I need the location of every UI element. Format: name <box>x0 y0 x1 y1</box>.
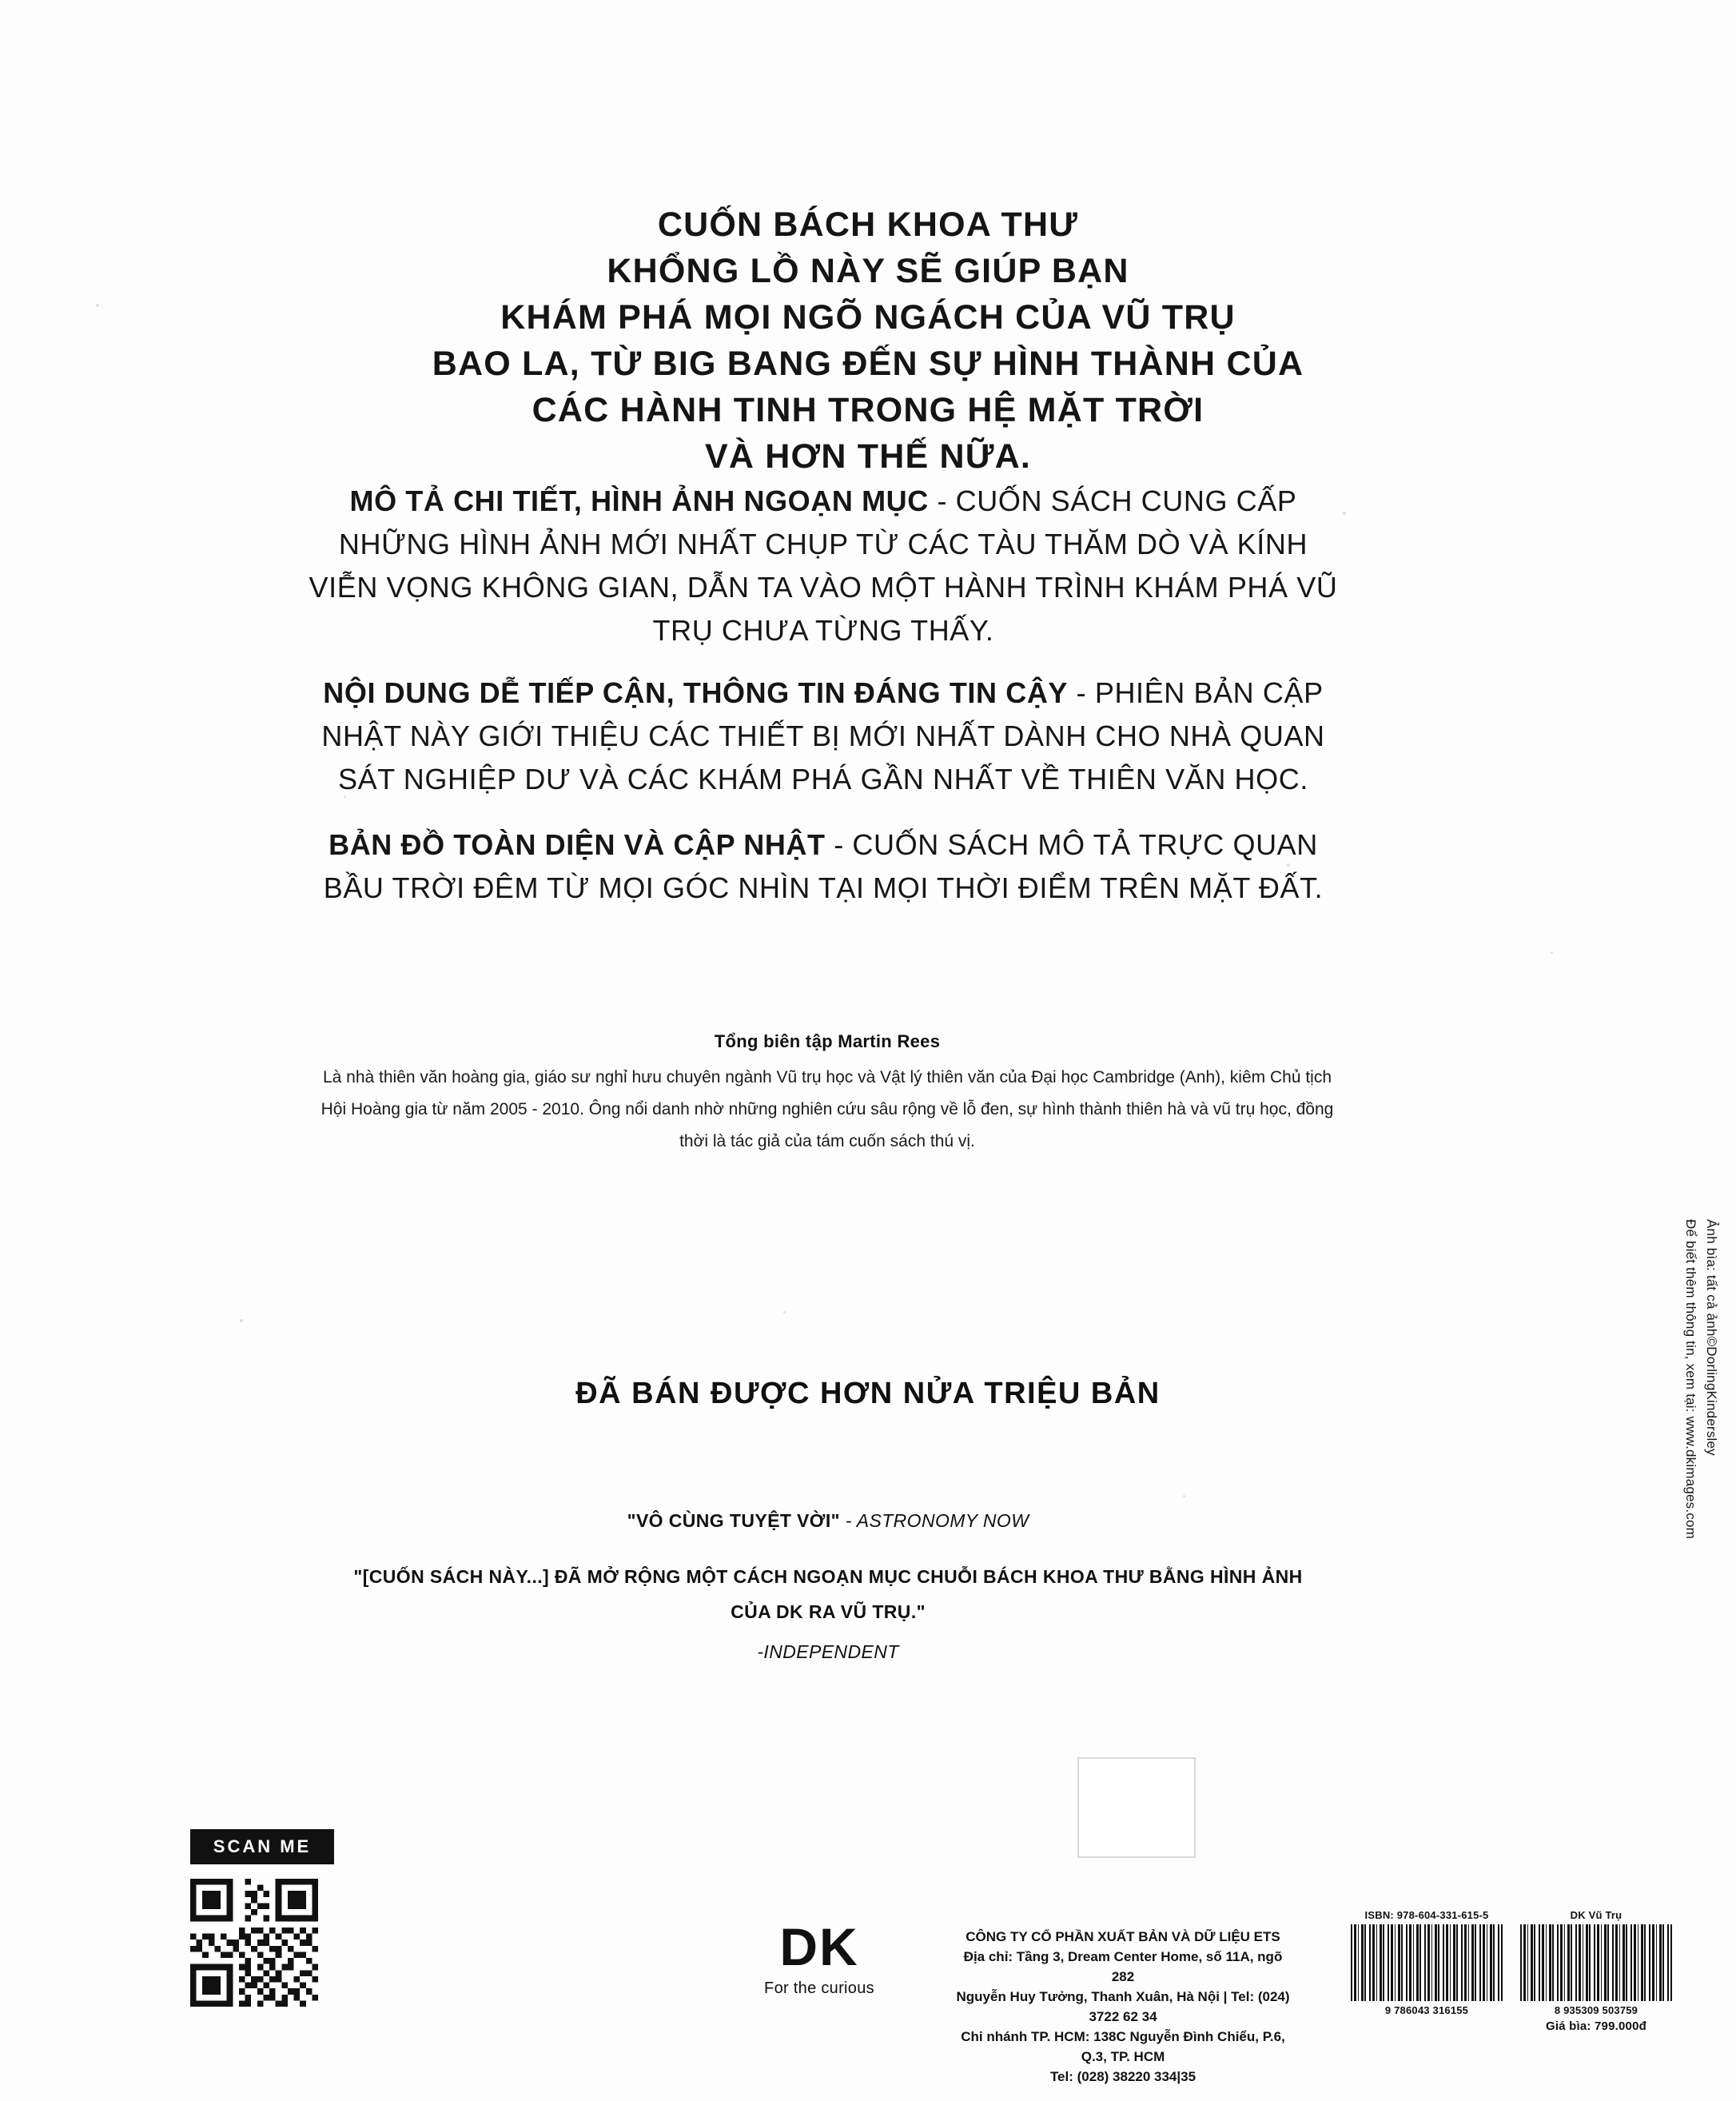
publisher-address-3: Chi nhánh TP. HCM: 138C Nguyễn Đình Chiểu, P.6, Q.3, TP. HCM <box>961 2029 1285 2064</box>
feature-block-2-text: - PHIÊN BẢN CẬP NHẬT NÀY GIỚI THIỆU CÁC THIẾT BỊ MỚI NHẤT DÀNH CHO NHÀ QUAN SÁT NGHIỆP DƯ VÀ CÁC KHÁM PHÁ GẦN NHẤT VỀ THIÊN VĂN HỌC. <box>321 676 1325 795</box>
press-quotes <box>348 1503 1308 1669</box>
cover-credit-line-1: Ảnh bìa: tất cả ảnh©DorlingKindersley <box>1704 1219 1719 1456</box>
press-quote-1-text: "VÔ CÙNG TUYỆT VỜI" <box>627 1510 840 1531</box>
feature-block-3 <box>304 823 1343 910</box>
paper-speckle <box>1183 1495 1185 1497</box>
qr-code-icon[interactable] <box>190 1879 318 2007</box>
publisher-name: CÔNG TY CỔ PHẦN XUẤT BẢN VÀ DỮ LIỆU ETS <box>966 1929 1280 1944</box>
press-quote-2-text: "[CUỐN SÁCH NÀY...] ĐÃ MỞ RỘNG MỘT CÁCH NGOẠN MỤC CHUỖI BÁCH KHOA THƯ BẰNG HÌNH ẢNH CỦA DK RA VŨ TRỤ." <box>353 1566 1303 1622</box>
blank-placeholder-box <box>1077 1757 1196 1858</box>
barcode-isbn-label: ISBN: 978-604-331-615-5 <box>1364 1909 1489 1921</box>
press-quote-2 <box>348 1559 1308 1669</box>
feature-block-2-lead: NỘI DUNG DỄ TIẾP CẬN, THÔNG TIN ĐÁNG TIN CẬY <box>323 676 1069 709</box>
feature-block-3-lead: BẢN ĐỒ TOÀN DIỆN VÀ CẬP NHẬT <box>328 828 826 861</box>
feature-block-3-text: - CUỐN SÁCH MÔ TẢ TRỰC QUAN BẦU TRỜI ĐÊM TỪ MỌI GÓC NHÌN TẠI MỌI THỜI ĐIỂM TRÊN MẶT ĐẤT. <box>323 828 1324 904</box>
price-label: Giá bìa: 799.000đ <box>1546 2019 1646 2033</box>
headline-line-6: VÀ HƠN THẾ NỮA. <box>704 437 1032 476</box>
headline-line-4: BAO LA, TỪ BIG BANG ĐẾN SỰ HÌNH THÀNH CỦA <box>432 345 1304 383</box>
paper-speckle <box>240 1319 243 1322</box>
feature-block-2 <box>304 672 1343 801</box>
publisher-address-1: Địa chỉ: Tầng 3, Dream Center Home, số 11A, ngõ 282 <box>963 1949 1283 1984</box>
barcode-product-digits: 8 935309 503759 <box>1554 2004 1638 2016</box>
dk-logo-text: DK <box>779 1917 859 1976</box>
barcode-product <box>1520 1909 1672 2033</box>
barcode-isbn-bars <box>1351 1924 1503 2001</box>
cover-credit-note <box>1680 1219 1722 1540</box>
paper-speckle <box>1343 512 1346 515</box>
publisher-info <box>951 1927 1295 2087</box>
barcode-product-label: DK Vũ Trụ <box>1570 1909 1623 1921</box>
press-quote-1 <box>348 1503 1308 1538</box>
feature-block-1 <box>304 480 1343 652</box>
publisher-address-4: Tel: (028) 38220 334|35 <box>1049 2069 1196 2084</box>
publisher-address-2: Nguyễn Huy Tưởng, Thanh Xuân, Hà Nội | Tel: (024) 3722 62 34 <box>956 1989 1290 2024</box>
scan-me-label: SCAN ME <box>190 1829 334 1864</box>
editor-name: Tổng biên tập Martin Rees <box>714 1031 941 1051</box>
dk-logo <box>743 1919 895 1998</box>
sales-claim: ĐÃ BÁN ĐƯỢC HƠN NỬA TRIỆU BẢN <box>575 1377 1161 1410</box>
barcode-isbn <box>1351 1909 1503 2033</box>
press-quote-2-source: -INDEPENDENT <box>757 1641 899 1662</box>
editor-description: Là nhà thiên văn hoàng gia, giáo sư nghỉ hưu chuyên ngành Vũ trụ học và Vật lý thiên văn của Đại học Cambridge (Anh), kiêm Chủ tịch Hội Hoàng gia từ năm 2005 - 2010. Ông nổi danh nhờ những nghiên cứu sâu rộng về lỗ đen, sự hình thành thiên hà và vũ trụ học, đồng thời là tác giả của tám cuốn sách thú vị. <box>321 1068 1334 1150</box>
barcode-isbn-digits: 9 786043 316155 <box>1384 2004 1469 2016</box>
editor-bio <box>320 1031 1335 1158</box>
cover-headline <box>0 201 1736 480</box>
dk-tagline: For the curious <box>764 1979 874 1997</box>
press-quote-1-source: - ASTRONOMY NOW <box>845 1510 1029 1531</box>
feature-block-1-lead: MÔ TẢ CHI TIẾT, HÌNH ẢNH NGOẠN MỤC <box>349 484 929 517</box>
headline-line-2: KHỔNG LỒ NÀY SẼ GIÚP BẠN <box>607 252 1129 290</box>
headline-line-3: KHÁM PHÁ MỌI NGÕ NGÁCH CỦA VŨ TRỤ <box>500 298 1236 337</box>
headline-line-5: CÁC HÀNH TINH TRONG HỆ MẶT TRỜI <box>532 391 1204 429</box>
cover-credit-line-2: Để biết thêm thông tin, xem tại: www.dkimages.com <box>1683 1219 1698 1540</box>
paper-speckle <box>783 1311 786 1314</box>
barcode-product-bars <box>1520 1924 1672 2001</box>
barcode-group <box>1351 1909 1686 2033</box>
headline-line-1: CUỐN BÁCH KHOA THƯ <box>657 205 1079 244</box>
feature-block-1-text: - CUỐN SÁCH CUNG CẤP NHỮNG HÌNH ẢNH MỚI NHẤT CHỤP TỪ CÁC TÀU THĂM DÒ VÀ KÍNH VIỄN VỌNG KHÔNG GIAN, DẪN TA VÀO MỘT HÀNH TRÌNH KHÁM PHÁ VŨ TRỤ CHƯA TỪNG THẤY. <box>309 484 1338 647</box>
scan-me-block[interactable] <box>190 1829 334 2011</box>
paper-speckle <box>1551 951 1553 954</box>
